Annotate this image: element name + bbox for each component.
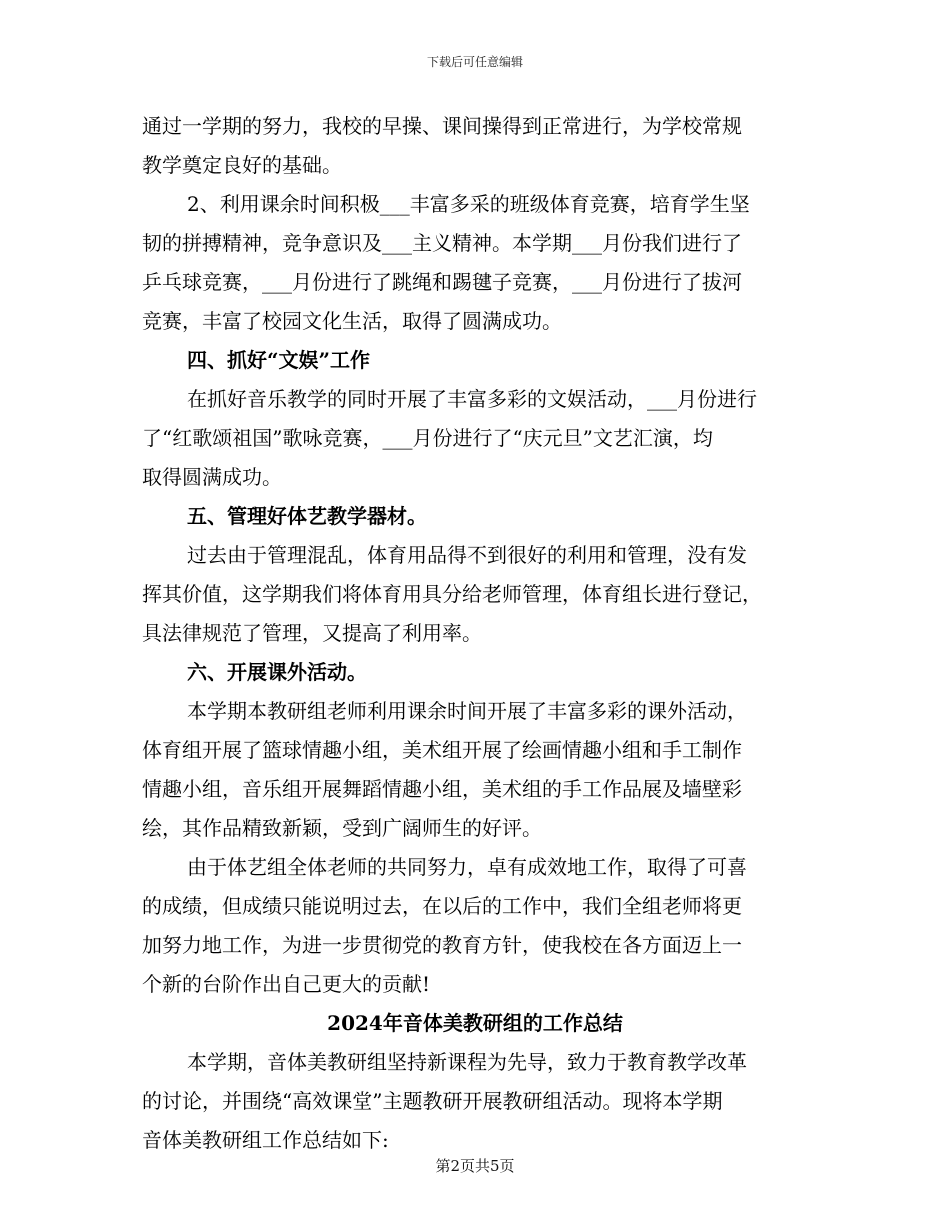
page-header: 下载后可任意编辑 (426, 55, 523, 69)
paragraph-line: 具法律规范了管理，又提高了利用率。 (142, 621, 482, 645)
document-body (142, 107, 808, 1160)
paragraph-line: 了“红歌颂祖国”歌咏竞赛，___月份进行了“庆元旦”文艺汇演，均 (142, 426, 713, 450)
section-heading: 五、管理好体艺教学器材。 (187, 504, 427, 528)
paragraph-line: 音体美教研组工作总结如下: (142, 1128, 389, 1152)
paragraph-line: 韧的拼搏精神，竞争意识及___主义精神。本学期___月份我们进行了 (142, 231, 742, 255)
paragraph-line: 本学期，音体美教研组坚持新课程为先导，致力于教育教学改革 (187, 1050, 747, 1074)
paragraph-line: 在抓好音乐教学的同时开展了丰富多彩的文娱活动，___月份进行 (187, 387, 757, 411)
paragraph-line: 过去由于管理混乱，体育用品得不到很好的利用和管理，没有发 (187, 543, 747, 567)
paragraph-line: 由于体艺组全体老师的共同努力，卓有成效地工作，取得了可喜 (187, 855, 747, 879)
section-heading: 六、开展课外活动。 (187, 660, 367, 684)
document-title: 2024年音体美教研组的工作总结 (327, 1011, 623, 1035)
paragraph-line: 挥其价值，这学期我们将体育用具分给老师管理，体育组长进行登记， (142, 582, 762, 606)
paragraph-line: 本学期本教研组老师利用课余时间开展了丰富多彩的课外活动， (187, 699, 747, 723)
section-heading: 四、抓好“文娱”工作 (187, 348, 371, 372)
paragraph-line: 竞赛，丰富了校园文化生活，取得了圆满成功。 (142, 309, 562, 333)
paragraph-line: 加努力地工作，为进一步贯彻党的教育方针，使我校在各方面迈上一 (142, 933, 742, 957)
paragraph-line: 乒乓球竞赛，___月份进行了跳绳和踢毽子竞赛，___月份进行了拔河 (142, 270, 742, 294)
paragraph-line: 取得圆满成功。 (142, 465, 282, 489)
paragraph-line: 情趣小组，音乐组开展舞蹈情趣小组，美术组的手工作品展及墙壁彩 (142, 777, 742, 801)
paragraph-line: 教学奠定良好的基础。 (142, 153, 342, 177)
paragraph-line: 的讨论，并围绕“高效课堂”主题教研开展教研组活动。现将本学期 (142, 1089, 723, 1113)
paragraph-line: 的成绩，但成绩只能说明过去，在以后的工作中，我们全组老师将更 (142, 894, 742, 918)
paragraph-line: 2、利用课余时间积极___丰富多采的班级体育竞赛，培育学生坚 (187, 192, 750, 216)
page-number: 第2页共5页 (435, 1157, 515, 1175)
paragraph-line: 通过一学期的努力，我校的早操、课间操得到正常进行，为学校常规 (142, 114, 742, 138)
paragraph-line: 体育组开展了篮球情趣小组，美术组开展了绘画情趣小组和手工制作 (142, 738, 742, 762)
paragraph-line: 个新的台阶作出自己更大的贡献! (142, 972, 431, 996)
paragraph-line: 绘，其作品精致新颖，受到广阔师生的好评。 (142, 816, 542, 840)
